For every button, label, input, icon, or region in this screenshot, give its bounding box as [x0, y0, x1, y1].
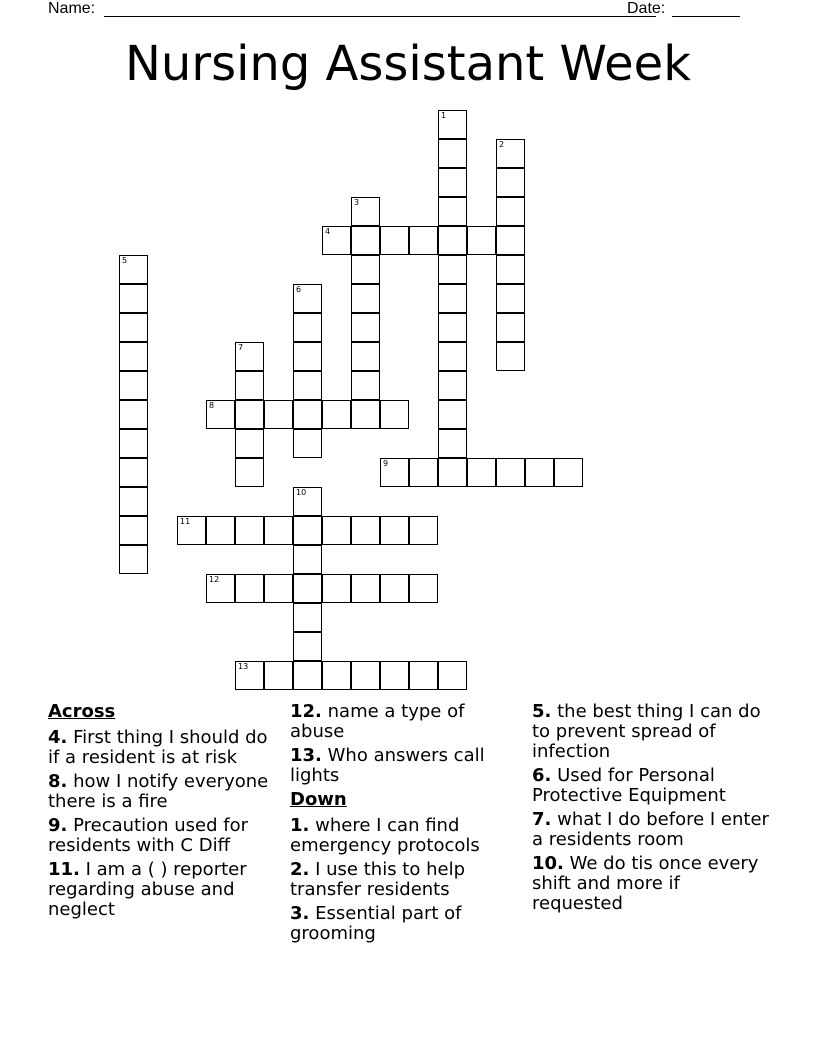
grid-cell[interactable]: [351, 313, 380, 342]
clue-down-10: 10. We do tis once every shift and more if requested: [532, 853, 759, 914]
clue-across-13: 13. Who answers call lights: [290, 745, 485, 786]
clue-down-7: 7. what I do before I enter a residents room: [532, 809, 769, 850]
grid-cell[interactable]: [438, 110, 467, 139]
grid-cell[interactable]: [380, 661, 409, 690]
grid-cell[interactable]: [235, 661, 264, 690]
grid-cell[interactable]: [438, 168, 467, 197]
grid-cell[interactable]: [380, 400, 409, 429]
grid-cell[interactable]: [409, 226, 438, 255]
grid-cell[interactable]: [322, 226, 351, 255]
grid-cell[interactable]: [322, 574, 351, 603]
grid-cell[interactable]: [467, 226, 496, 255]
grid-cell[interactable]: [496, 226, 525, 255]
clue-number: 7: [238, 343, 244, 352]
grid-cell[interactable]: [293, 487, 322, 516]
grid-cell[interactable]: [119, 313, 148, 342]
grid-cell[interactable]: [496, 255, 525, 284]
grid-cell[interactable]: [351, 226, 380, 255]
grid-cell[interactable]: [293, 603, 322, 632]
grid-cell[interactable]: [235, 429, 264, 458]
grid-cell[interactable]: [525, 458, 554, 487]
grid-cell[interactable]: [235, 371, 264, 400]
grid-cell[interactable]: [380, 226, 409, 255]
grid-cell[interactable]: [351, 661, 380, 690]
grid-cell[interactable]: [351, 371, 380, 400]
clue-across-11: 11. I am a ( ) reporter regarding abuse and neglect: [48, 859, 247, 920]
grid-cell[interactable]: [438, 197, 467, 226]
grid-cell[interactable]: [293, 284, 322, 313]
grid-cell[interactable]: [264, 661, 293, 690]
grid-cell[interactable]: [322, 516, 351, 545]
grid-cell[interactable]: [235, 516, 264, 545]
grid-cell[interactable]: [496, 458, 525, 487]
grid-cell[interactable]: [264, 516, 293, 545]
grid-cell[interactable]: [293, 342, 322, 371]
grid-cell[interactable]: [351, 400, 380, 429]
clue-across-8: 8. how I notify everyone there is a fire: [48, 771, 269, 812]
clue-number: 13: [238, 662, 249, 671]
grid-cell[interactable]: [380, 516, 409, 545]
grid-cell[interactable]: [119, 400, 148, 429]
clue-down-6: 6. Used for Personal Protective Equipment: [532, 765, 726, 806]
grid-cell[interactable]: [322, 400, 351, 429]
clue-number: 11: [180, 517, 191, 526]
grid-cell[interactable]: [438, 400, 467, 429]
grid-cell[interactable]: [351, 255, 380, 284]
grid-cell[interactable]: [554, 458, 583, 487]
clue-number: 9: [383, 459, 389, 468]
grid-cell[interactable]: [293, 516, 322, 545]
grid-cell[interactable]: [409, 516, 438, 545]
clue-number: 10: [296, 488, 307, 497]
grid-cell[interactable]: [119, 487, 148, 516]
grid-cell[interactable]: [206, 400, 235, 429]
grid-cell[interactable]: [438, 139, 467, 168]
grid-cell[interactable]: [119, 516, 148, 545]
grid-cell[interactable]: [438, 284, 467, 313]
grid-cell[interactable]: [293, 429, 322, 458]
clue-number: 2: [499, 140, 505, 149]
grid-cell[interactable]: [293, 545, 322, 574]
across-heading: Across: [48, 701, 116, 722]
grid-cell[interactable]: [351, 574, 380, 603]
grid-cell[interactable]: [496, 342, 525, 371]
clue-column-2: [290, 702, 522, 948]
grid-cell[interactable]: [235, 458, 264, 487]
clue-number: 3: [354, 198, 360, 207]
grid-cell[interactable]: [119, 371, 148, 400]
grid-cell[interactable]: [119, 458, 148, 487]
grid-cell[interactable]: [119, 429, 148, 458]
clue-number: 12: [209, 575, 220, 584]
grid-cell[interactable]: [467, 458, 496, 487]
grid-cell[interactable]: [293, 632, 322, 661]
clue-across-12: 12. name a type of abuse: [290, 701, 465, 742]
grid-cell[interactable]: [496, 139, 525, 168]
grid-cell[interactable]: [293, 400, 322, 429]
grid-cell[interactable]: [119, 255, 148, 284]
grid-cell[interactable]: [496, 284, 525, 313]
grid-cell[interactable]: [496, 313, 525, 342]
down-heading: Down: [290, 789, 347, 810]
grid-cell[interactable]: [380, 574, 409, 603]
grid-cell[interactable]: [235, 342, 264, 371]
date-label: Date:: [627, 0, 666, 17]
clue-number: 4: [325, 227, 331, 236]
grid-cell[interactable]: [322, 661, 351, 690]
clue-number: 8: [209, 401, 215, 410]
grid-cell[interactable]: [293, 661, 322, 690]
grid-cell[interactable]: [380, 458, 409, 487]
clue-down-5: 5. the best thing I can do to prevent spread of infection: [532, 701, 761, 762]
grid-cell[interactable]: [438, 371, 467, 400]
grid-cell[interactable]: [235, 400, 264, 429]
clue-down-3: 3. Essential part of grooming: [290, 903, 462, 944]
grid-cell[interactable]: [496, 168, 525, 197]
grid-cell[interactable]: [496, 197, 525, 226]
grid-cell[interactable]: [438, 429, 467, 458]
grid-cell[interactable]: [206, 574, 235, 603]
clue-down-2: 2. I use this to help transfer residents: [290, 859, 465, 900]
grid-cell[interactable]: [293, 371, 322, 400]
grid-cell[interactable]: [409, 661, 438, 690]
grid-cell[interactable]: [119, 342, 148, 371]
grid-cell[interactable]: [438, 226, 467, 255]
grid-cell[interactable]: [351, 342, 380, 371]
clue-column-3: [532, 702, 772, 918]
clue-column-1: [48, 702, 280, 924]
grid-cell[interactable]: [351, 516, 380, 545]
clue-number: 6: [296, 285, 302, 294]
clue-across-9: 9. Precaution used for residents with C Diff: [48, 815, 249, 856]
puzzle-title: Nursing Assistant Week: [125, 36, 691, 92]
grid-cell[interactable]: [206, 516, 235, 545]
grid-cell[interactable]: [409, 574, 438, 603]
grid-cell[interactable]: [438, 661, 467, 690]
grid-cell[interactable]: [264, 574, 293, 603]
grid-cell[interactable]: [235, 574, 264, 603]
clue-across-4: 4. First thing I should do if a resident is at risk: [48, 727, 268, 768]
grid-cell[interactable]: [351, 284, 380, 313]
grid-cell[interactable]: [293, 574, 322, 603]
grid-cell[interactable]: [119, 284, 148, 313]
grid-cell[interactable]: [119, 545, 148, 574]
grid-cell[interactable]: [264, 400, 293, 429]
grid-cell[interactable]: [438, 458, 467, 487]
clue-number: 1: [441, 111, 447, 120]
grid-cell[interactable]: [438, 255, 467, 284]
grid-cell[interactable]: [351, 197, 380, 226]
grid-cell[interactable]: [409, 458, 438, 487]
grid-cell[interactable]: [438, 342, 467, 371]
name-label: Name:: [48, 0, 96, 17]
clue-down-1: 1. where I can find emergency protocols: [290, 815, 480, 856]
grid-cell[interactable]: [438, 313, 467, 342]
grid-cell[interactable]: [293, 313, 322, 342]
clue-number: 5: [122, 256, 128, 265]
grid-cell[interactable]: [177, 516, 206, 545]
